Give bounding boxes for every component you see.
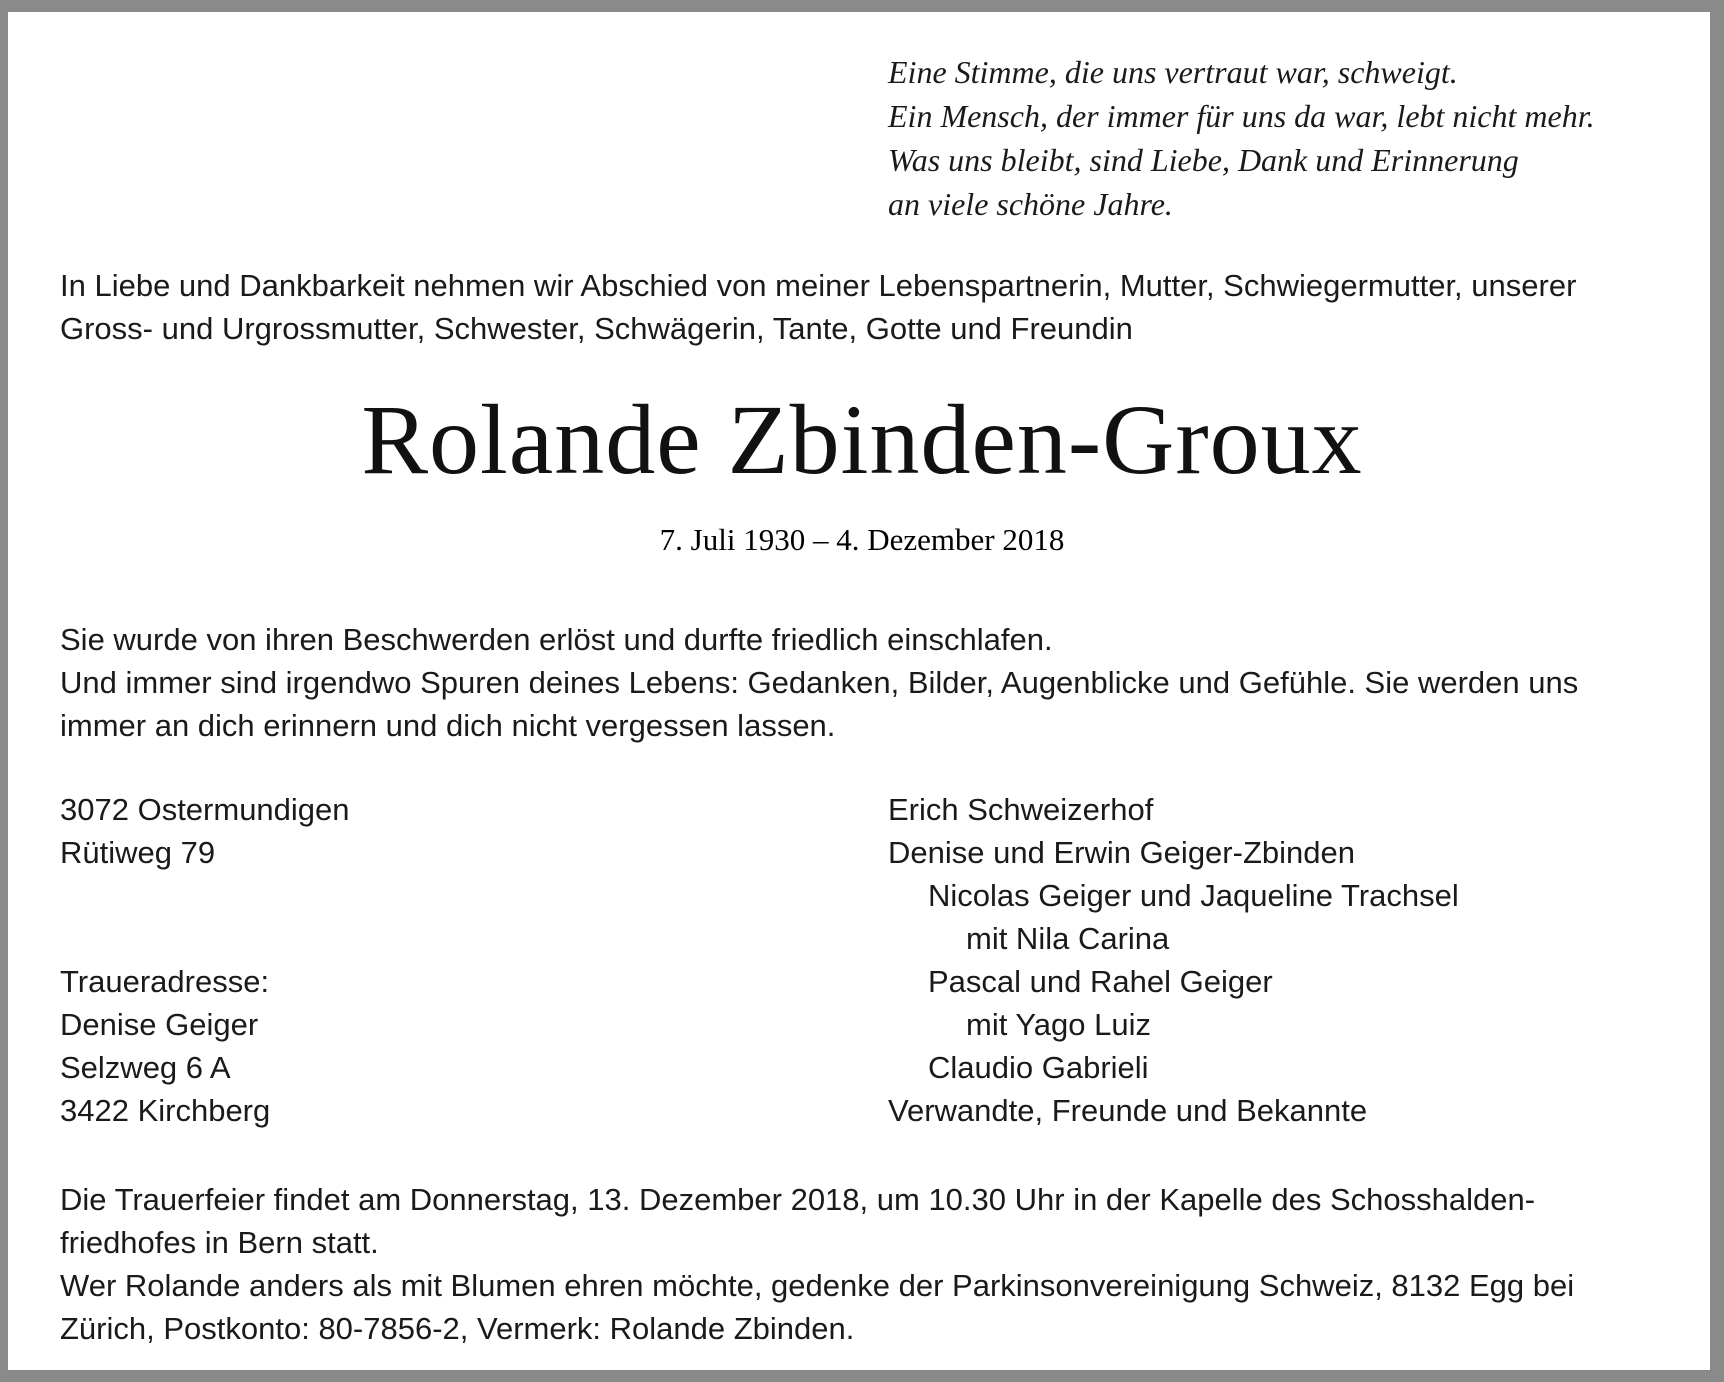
deceased-name: Rolande Zbinden-Groux bbox=[361, 384, 1363, 495]
poem-line: Ein Mensch, der immer für uns da war, lebt nicht mehr. bbox=[888, 98, 1595, 134]
funeral-line: friedhofes in Bern statt. bbox=[60, 1225, 379, 1260]
mourner: Pascal und Rahel Geiger bbox=[928, 964, 1273, 999]
mourner: Verwandte, Freunde und Bekannte bbox=[888, 1093, 1368, 1128]
mourners-list bbox=[888, 788, 1459, 1132]
mourner: Erich Schweizerhof bbox=[888, 792, 1154, 827]
body-line: Sie wurde von ihren Beschwerden erlöst und durfte friedlich einschlafen. bbox=[60, 622, 1053, 657]
funeral-line: Zürich, Postkonto: 80-7856-2, Vermerk: Rolande Zbinden. bbox=[60, 1311, 855, 1346]
trauer-name: Denise Geiger bbox=[60, 1007, 259, 1042]
poem-line: Eine Stimme, die uns vertraut war, schweigt. bbox=[888, 54, 1458, 90]
address-block bbox=[60, 788, 350, 1132]
intro-text bbox=[60, 264, 1680, 350]
mourner: Claudio Gabrieli bbox=[928, 1050, 1149, 1085]
funeral-line: Die Trauerfeier findet am Donnerstag, 13. Dezember 2018, um 10.30 Uhr in der Kapelle des Schosshalden- bbox=[60, 1182, 1536, 1217]
funeral-info bbox=[60, 1178, 1680, 1350]
trauer-label: Traueradresse: bbox=[60, 964, 270, 999]
mourner: mit Yago Luiz bbox=[966, 1007, 1151, 1042]
trauer-street: Selzweg 6 A bbox=[60, 1050, 231, 1085]
obituary-page bbox=[8, 12, 1710, 1370]
poem-line: an viele schöne Jahre. bbox=[888, 186, 1173, 222]
life-dates: 7. Juli 1930 – 4. Dezember 2018 bbox=[659, 522, 1065, 557]
body-line: immer an dich erinnern und dich nicht vergessen lassen. bbox=[60, 708, 836, 743]
body-text bbox=[60, 618, 1680, 747]
funeral-line: Wer Rolande anders als mit Blumen ehren möchte, gedenke der Parkinsonvereinigung Schweiz, 8132 Egg bei bbox=[60, 1268, 1575, 1303]
intro-line: In Liebe und Dankbarkeit nehmen wir Abschied von meiner Lebenspartnerin, Mutter, Schwiegermutter, unserer bbox=[60, 268, 1577, 303]
mourner: Denise und Erwin Geiger-Zbinden bbox=[888, 835, 1355, 870]
trauer-city: 3422 Kirchberg bbox=[60, 1093, 271, 1128]
address-street: Rütiweg 79 bbox=[60, 835, 216, 870]
address-city: 3072 Ostermundigen bbox=[60, 792, 350, 827]
poem-line: Was uns bleibt, sind Liebe, Dank und Erinnerung bbox=[888, 142, 1519, 178]
mourner: mit Nila Carina bbox=[966, 921, 1170, 956]
mourner: Nicolas Geiger und Jaqueline Trachsel bbox=[928, 878, 1459, 913]
spacer bbox=[60, 917, 350, 960]
body-line: Und immer sind irgendwo Spuren deines Lebens: Gedanken, Bilder, Augenblicke und Gefühle. Sie werden uns bbox=[60, 665, 1579, 700]
spacer bbox=[60, 874, 350, 917]
poem bbox=[888, 50, 1595, 226]
intro-line: Gross- und Urgrossmutter, Schwester, Schwägerin, Tante, Gotte und Freundin bbox=[60, 311, 1133, 346]
